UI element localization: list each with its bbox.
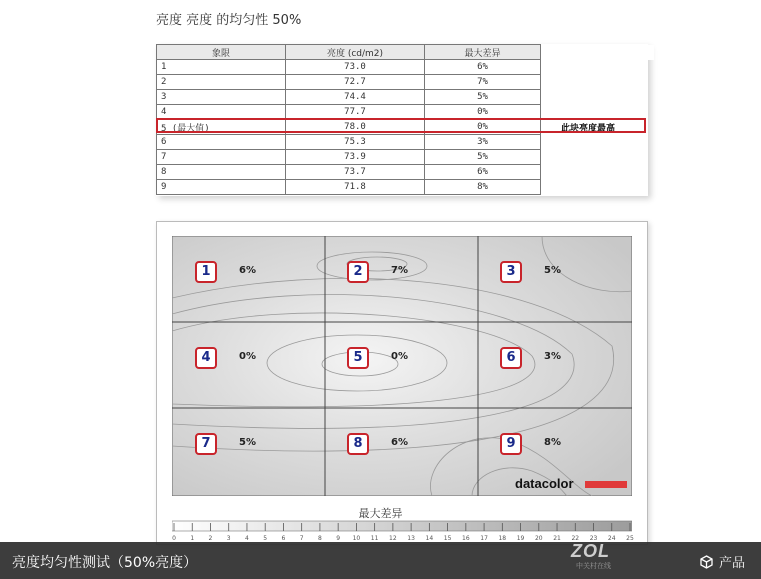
page-heading: 亮度 亮度 的均匀性 50%: [156, 13, 302, 28]
datacolor-logo: datacolor: [515, 476, 574, 491]
cell-quadrant: 4: [157, 105, 286, 120]
cell-quadrant: 3: [157, 90, 286, 105]
cell-diff: 5%: [425, 150, 541, 165]
scale-label: 12: [389, 535, 397, 542]
quadrant-value: 8%: [544, 437, 561, 448]
scale-label: 2: [208, 535, 213, 542]
scale-label: 5: [263, 535, 268, 542]
cell-luminance: 73.7: [286, 165, 425, 180]
cell-diff: 5%: [425, 90, 541, 105]
scale-label: 15: [443, 535, 452, 542]
scale-title: 最大差异: [358, 507, 403, 520]
scale-label: 20: [534, 535, 543, 542]
scale-label: 11: [370, 535, 379, 542]
table-row: [157, 150, 654, 165]
scale-label: 4: [245, 535, 249, 542]
cell-luminance: 74.4: [286, 90, 425, 105]
zol-watermark: ZOL: [571, 541, 610, 561]
table-row: [157, 180, 654, 195]
scale-label: 9: [336, 535, 341, 542]
cell-note: [541, 150, 654, 165]
table-row: [157, 120, 654, 135]
cell-note: [541, 180, 654, 195]
cell-diff: 0%: [425, 120, 541, 135]
table-body: [157, 60, 654, 195]
product-link[interactable]: [700, 552, 745, 571]
cell-diff: 6%: [425, 165, 541, 180]
cell-quadrant: 7: [157, 150, 286, 165]
table-row: [157, 90, 654, 105]
cell-luminance: 75.3: [286, 135, 425, 150]
cell-luminance: 77.7: [286, 105, 425, 120]
quadrant-value: 3%: [544, 351, 561, 362]
quadrant-badge: 6: [500, 347, 522, 369]
cell-note: 此块亮度最高: [561, 123, 616, 134]
col-header-diff: 最大差异: [425, 45, 541, 60]
table-row: [157, 75, 654, 90]
cell-luminance: 71.8: [286, 180, 425, 195]
datacolor-logo-bar: [585, 481, 627, 488]
cell-quadrant: 9: [157, 180, 286, 195]
scale-label: 17: [480, 535, 488, 542]
cell-note: [541, 75, 654, 90]
uniformity-table: [156, 44, 654, 195]
scale-label: 1: [190, 535, 195, 542]
quadrant-badge: 8: [347, 433, 369, 455]
cell-note: [541, 135, 654, 150]
cube-icon: [700, 555, 713, 569]
cell-quadrant: 8: [157, 165, 286, 180]
scale-label: 7: [299, 535, 304, 542]
cell-note: [541, 60, 654, 75]
caption-bar: [0, 542, 761, 579]
cell-diff: 8%: [425, 180, 541, 195]
product-link-label: 产品: [718, 556, 745, 571]
cell-luminance: 73.0: [286, 60, 425, 75]
quadrant-value: 7%: [391, 265, 408, 276]
table-header-row: [157, 45, 654, 60]
col-header-luminance: 亮度 (cd/m2): [286, 45, 425, 60]
cell-luminance: 72.7: [286, 75, 425, 90]
cell-luminance: 73.9: [286, 150, 425, 165]
cell-note: [541, 90, 654, 105]
scale-label: 21: [553, 535, 561, 542]
quadrant-badge: 7: [195, 433, 217, 455]
col-header-blank: [541, 45, 654, 60]
cell-diff: 6%: [425, 60, 541, 75]
scale-label: 0: [172, 535, 176, 542]
quadrant-value: 6%: [239, 265, 256, 276]
scale-label: 14: [425, 535, 434, 542]
scale-label: 24: [607, 535, 616, 542]
scale-label: 3: [226, 535, 231, 542]
cell-quadrant: 6: [157, 135, 286, 150]
zol-watermark-sub: 中关村在线: [576, 562, 611, 570]
cell-quadrant: 2: [157, 75, 286, 90]
quadrant-badge: 3: [500, 261, 522, 283]
cell-diff: 7%: [425, 75, 541, 90]
cell-note: [541, 105, 654, 120]
quadrant-value: 5%: [544, 265, 561, 276]
scale-label: 8: [317, 535, 322, 542]
scale-label: 16: [462, 535, 470, 542]
cell-note: [541, 165, 654, 180]
scale-label: 6: [281, 535, 286, 542]
scale-label: 13: [407, 535, 415, 542]
scale-label: 22: [571, 535, 580, 542]
quadrant-badge: 5: [347, 347, 369, 369]
quadrant-value: 6%: [391, 437, 408, 448]
cell-quadrant: 1: [157, 60, 286, 75]
image-caption: 亮度均匀性测试（50%亮度）: [12, 555, 198, 571]
quadrant-badge: 1: [195, 261, 217, 283]
scale-label: 18: [498, 535, 507, 542]
scale-label: 10: [352, 535, 361, 542]
cell-quadrant: 5 (最大值): [157, 120, 286, 135]
table-row: [157, 135, 654, 150]
scale-label: 25: [626, 535, 634, 542]
table-row: [157, 165, 654, 180]
scale-label: 23: [589, 535, 598, 542]
quadrant-badge: 2: [347, 261, 369, 283]
cell-diff: 0%: [425, 105, 541, 120]
quadrant-badge: 9: [500, 433, 522, 455]
quadrant-value: 5%: [239, 437, 256, 448]
scale-label: 19: [516, 535, 525, 542]
quadrant-value: 0%: [391, 351, 408, 362]
table-row: [157, 60, 654, 75]
difference-scale-bar: [172, 520, 632, 532]
cell-diff: 3%: [425, 135, 541, 150]
table-row: [157, 105, 654, 120]
col-header-quadrant: 象限: [157, 45, 286, 60]
quadrant-badge: 4: [195, 347, 217, 369]
quadrant-value: 0%: [239, 351, 256, 362]
cell-luminance: 78.0: [286, 120, 425, 135]
